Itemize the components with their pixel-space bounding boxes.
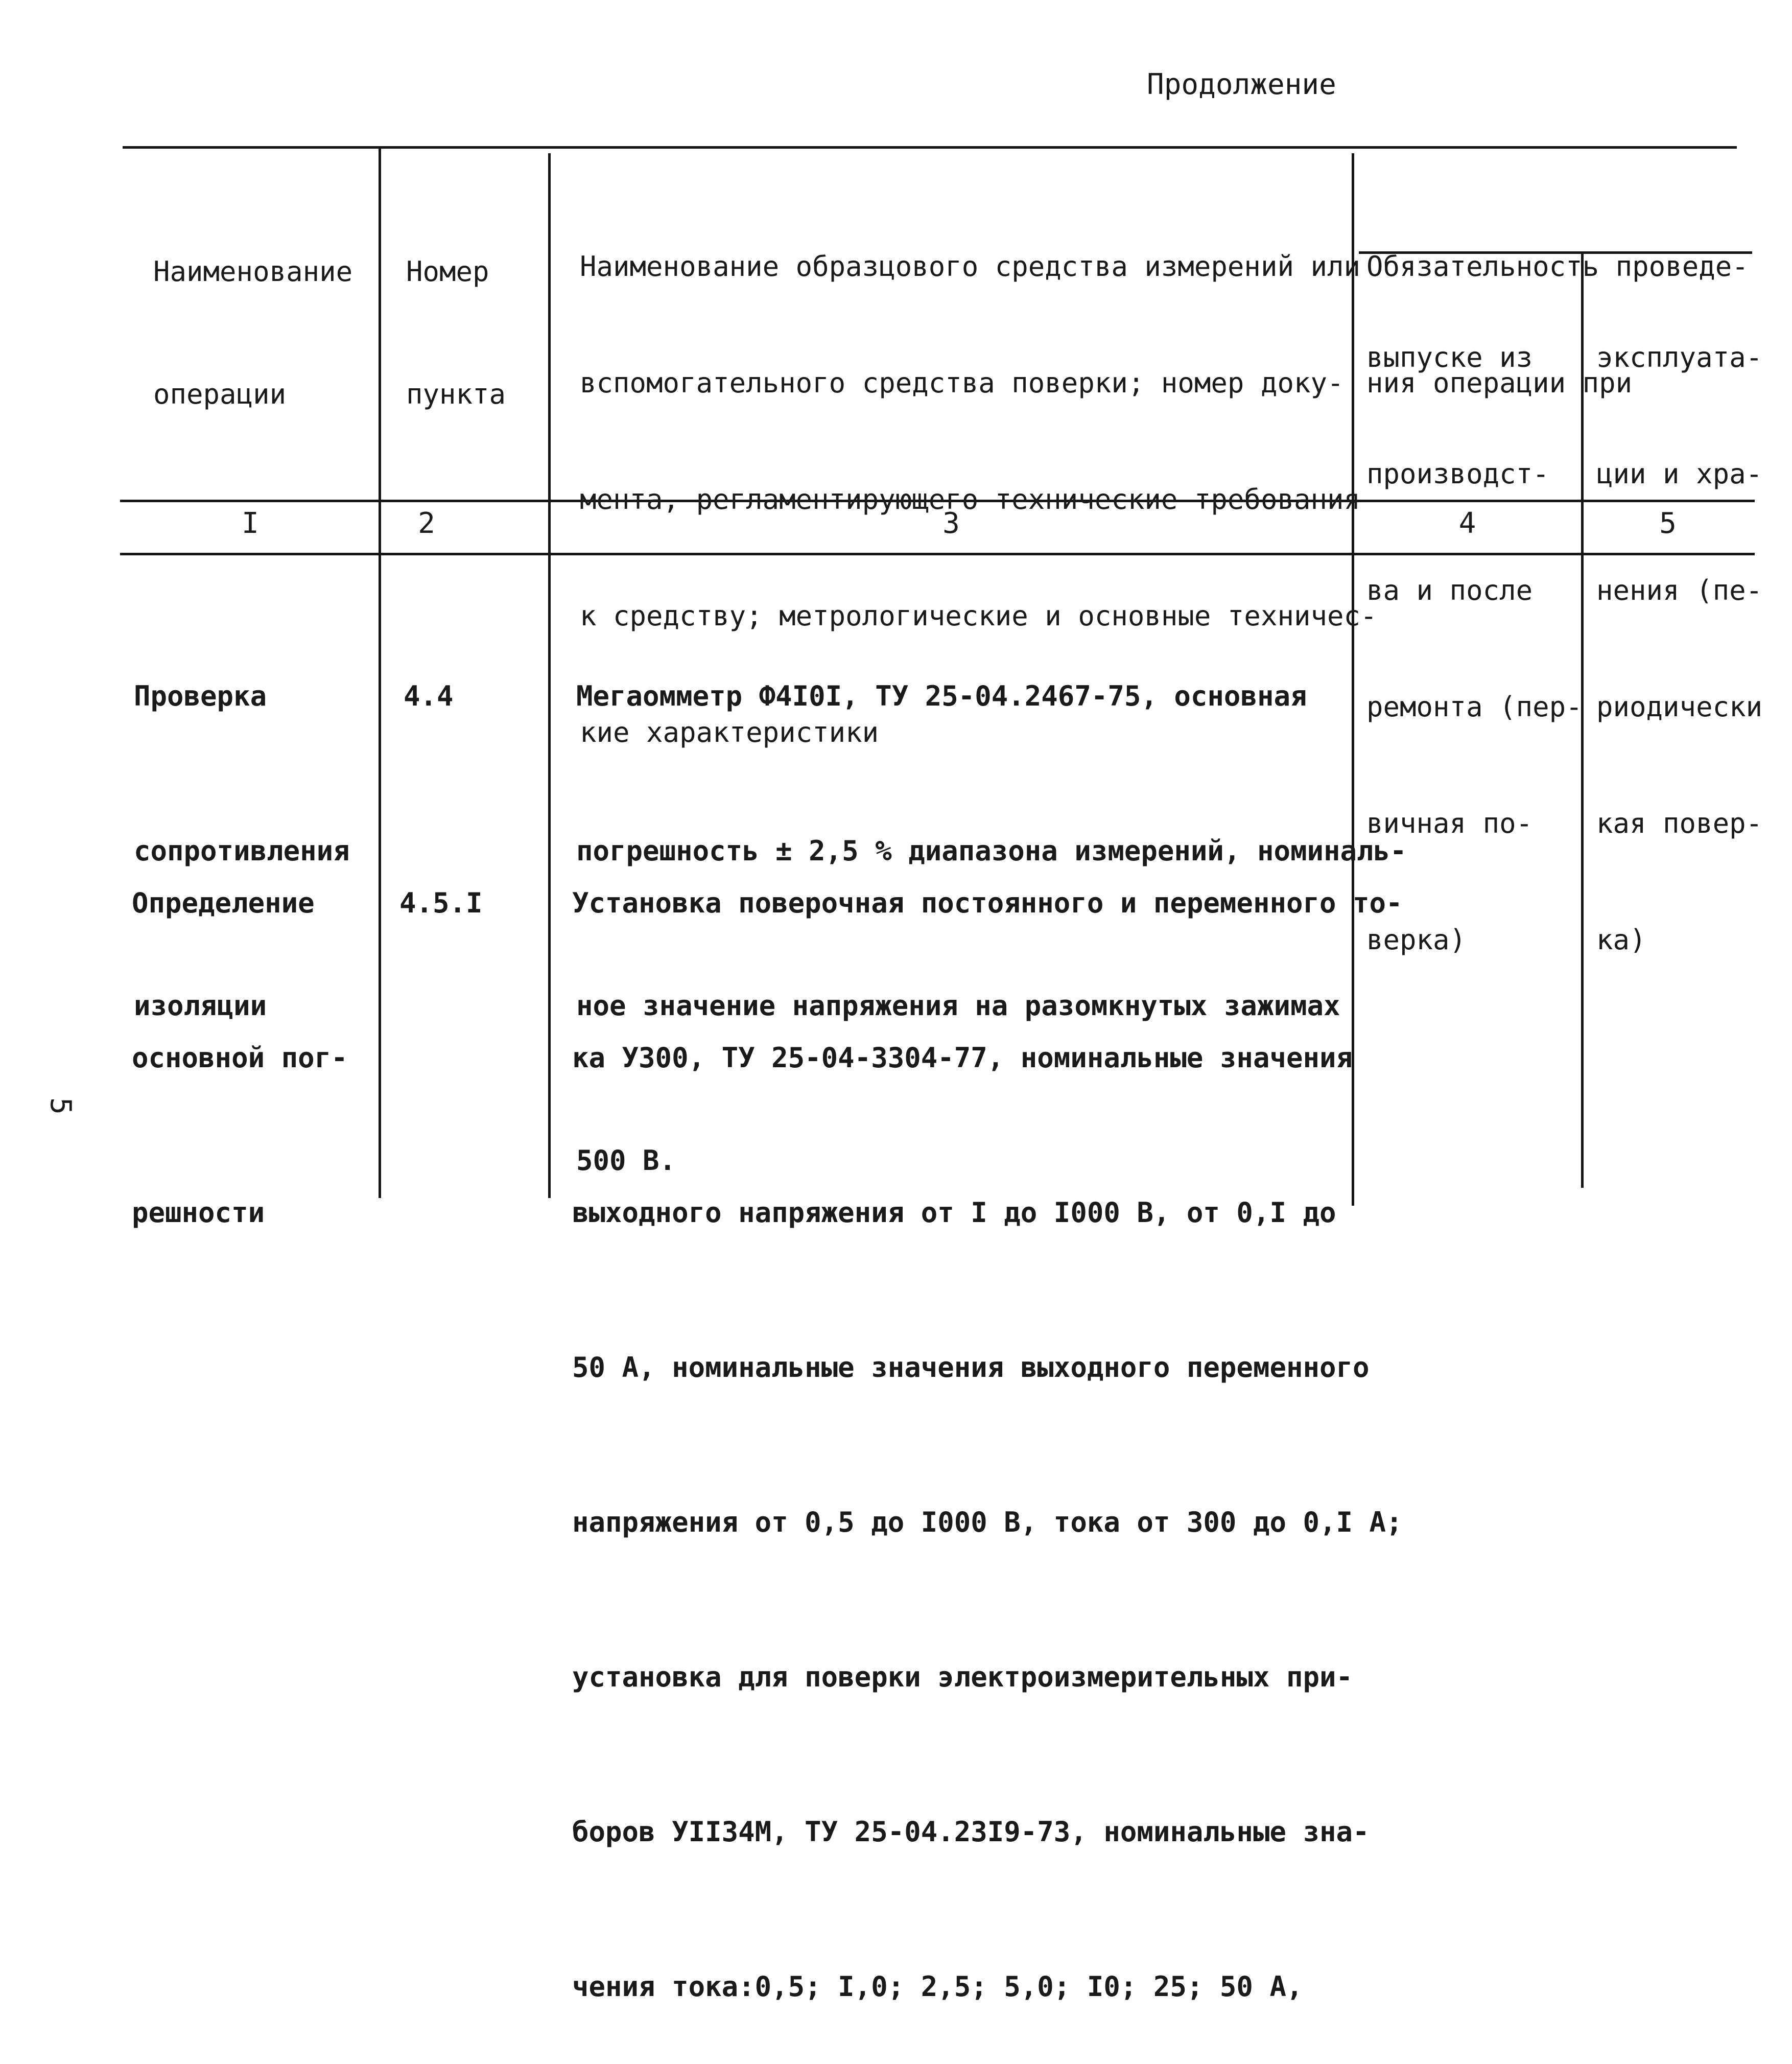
row2-description-line: установка для поверки электроизмерительных при- xyxy=(572,1661,1353,1693)
row2-operation xyxy=(132,774,348,1290)
continuation-label: Продолжение xyxy=(1147,68,1336,101)
header-col4-line: ремонта (пер- xyxy=(1366,691,1583,723)
row2-description xyxy=(572,774,1403,2064)
header-col5-line: риодически xyxy=(1596,691,1763,723)
row2-item: 4.5.I xyxy=(399,887,483,919)
table-top-rule xyxy=(123,146,1737,149)
header-col5 xyxy=(1596,261,1762,998)
row2-description-line: 50 А, номинальные значения выходного переменного xyxy=(572,1351,1370,1383)
row2-description-line: напряжения от 0,5 до I000 В, тока от 300 до 0,I А; xyxy=(572,1506,1403,1538)
row1-description-line: 500 В. xyxy=(576,1144,676,1177)
header-col4-line: вичная по- xyxy=(1366,807,1533,839)
header-col4-line: верка) xyxy=(1366,924,1467,956)
header-col3-line: мента, регламентирующего технические требования xyxy=(580,483,1361,515)
column-number-5: 5 xyxy=(1659,507,1677,540)
header-col5-line: ка) xyxy=(1596,924,1646,956)
row1-description-line: ное значение напряжения на разомкнутых зажимах xyxy=(576,990,1340,1022)
header-col2-line: Номер xyxy=(406,255,489,288)
column-number-2: 2 xyxy=(418,507,435,540)
header-col5-line: ции и хра- xyxy=(1596,458,1763,490)
row2-description-line: выходного напряжения от I до I000 В, от 0,I до xyxy=(572,1197,1336,1229)
row2-description-line: боров УII34М, ТУ 25-04.23I9-73, номинальные зна- xyxy=(572,1816,1370,1848)
header-col3-line: к средству; метрологические и основные техничес- xyxy=(580,600,1377,632)
row1-operation-line: сопротивления xyxy=(134,835,350,867)
header-col3-line: кие характеристики xyxy=(580,716,879,748)
header-col5-line: кая повер- xyxy=(1596,807,1763,839)
header-col4-line: выпуске из xyxy=(1366,341,1533,373)
row1-description-line: погрешность ± 2,5 % диапазона измерений, номиналь- xyxy=(576,835,1407,867)
column-number-1: I xyxy=(242,507,259,540)
header-col5-line: нения (пе- xyxy=(1596,574,1763,606)
header-col45-group-line: ния операции при xyxy=(1366,367,1633,399)
row2-description-line: ка У300, ТУ 25-04-3304-77, номинальные значения xyxy=(572,1042,1353,1074)
header-col3-line: вспомогательного средства поверки; номер доку- xyxy=(580,367,1344,399)
row1-operation-line: Проверка xyxy=(134,680,267,712)
header-col45-group-line: Обязательность проведе- xyxy=(1366,250,1749,283)
column-number-4: 4 xyxy=(1458,507,1476,540)
header-col4-line: ва и после xyxy=(1366,574,1533,606)
row1-item: 4.4 xyxy=(404,680,454,712)
row1-operation-line: изоляции xyxy=(134,990,267,1022)
row2-description-line: Установка поверочная постоянного и переменного то- xyxy=(572,887,1403,919)
side-page-number: 5 xyxy=(44,1097,77,1115)
row2-operation-line: основной пог- xyxy=(132,1042,348,1074)
header-col1-line: Наименование xyxy=(153,255,353,288)
col-divider-1 xyxy=(379,148,381,1198)
header-col5-line: эксплуата- xyxy=(1596,341,1763,373)
row2-description-line: чения тока:0,5; I,0; 2,5; 5,0; I0; 25; 50 А, xyxy=(572,1971,1303,2003)
column-number-3: 3 xyxy=(942,507,960,540)
row2-operation-line: решности xyxy=(132,1197,265,1229)
row1-description-line: Мегаомметр Ф4I0I, ТУ 25-04.2467-75, основная xyxy=(576,680,1307,712)
header-col3-line: Наименование образцового средства измерений или xyxy=(580,250,1361,283)
row2-operation-line: Определение xyxy=(132,887,315,919)
header-col1 xyxy=(153,170,352,456)
header-col1-line: операции xyxy=(153,378,287,410)
col-divider-2 xyxy=(548,153,551,1198)
header-col4-line: производст- xyxy=(1366,458,1549,490)
header-col2 xyxy=(406,170,506,456)
header-col2-line: пункта xyxy=(406,378,506,410)
